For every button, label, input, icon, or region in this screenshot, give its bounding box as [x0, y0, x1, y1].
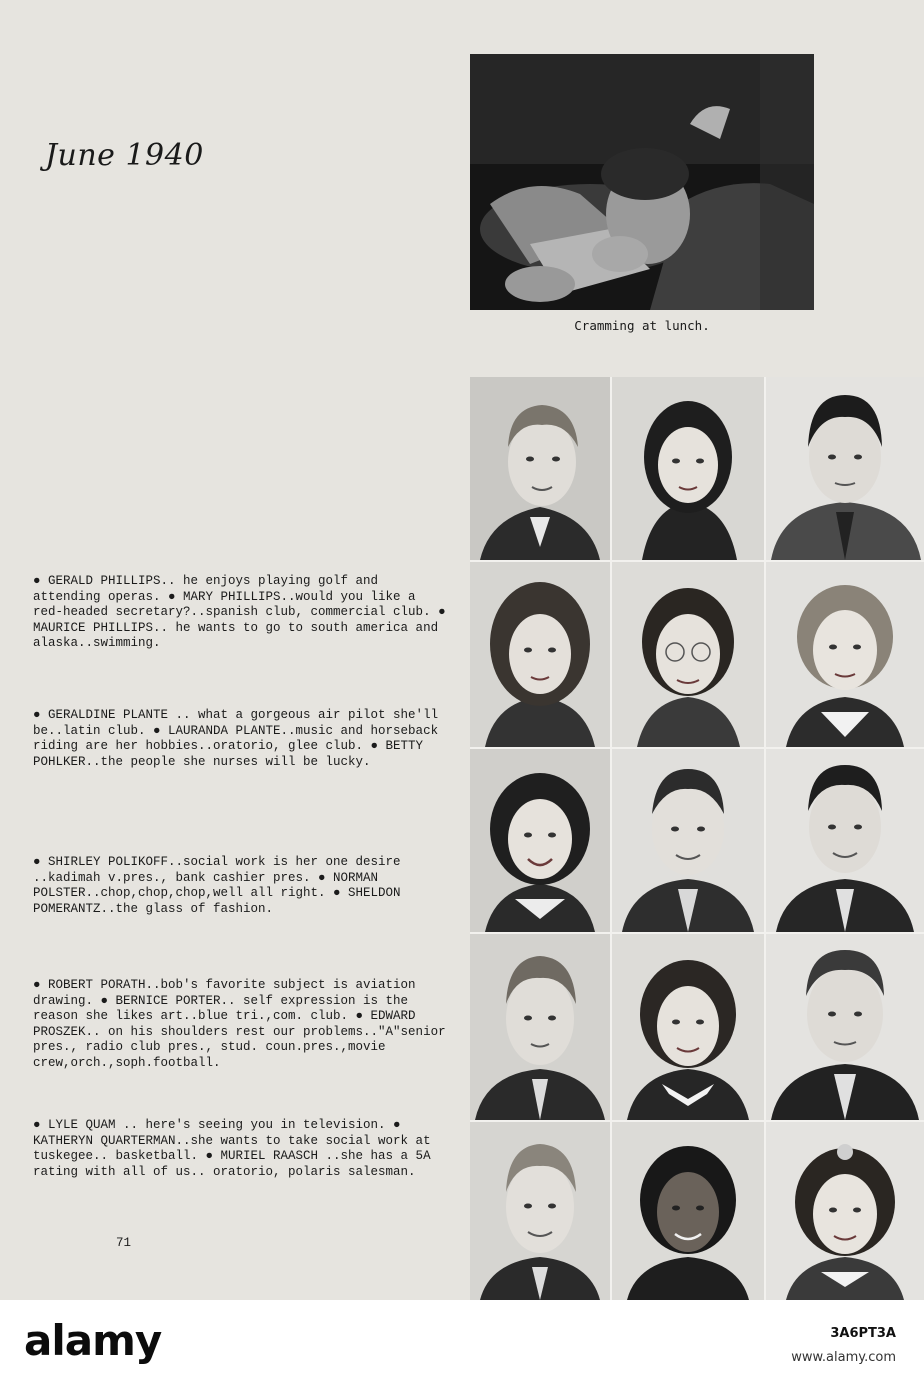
- entry-porath: ● ROBERT PORATH..bob's favorite subject is aviation drawing. ● BERNICE PORTER.. self expression is the reason she likes art..blue tri.,com. club. ● EDWARD PROSZEK.. on his shoulders rest our problems.."A"senior pres., radio club pres., stud. coun.pres.,movie crew,orch.,soph.football.: [33, 978, 446, 1070]
- entry-polikoff: ● SHIRLEY POLIKOFF..social work is her one desire ..kadimah v.pres., bank cashier pres. ● NORMAN POLSTER..chop,chop,chop,well all right. ● SHELDON POMERANTZ..the glass of fashion.: [33, 855, 401, 916]
- portrait-sheldon-pomerantz: [766, 749, 924, 932]
- portrait-edward-proszek: [766, 934, 924, 1120]
- portrait-mary-phillips: [612, 377, 764, 560]
- portrait-katheryn-quarterman: [612, 1122, 764, 1300]
- entry-phillips: ● GERALD PHILLIPS.. he enjoys playing golf and attending operas. ● MARY PHILLIPS..would you like a red-headed secretary?..spanish club, commercial club. ● MAURICE PHILLIPS.. he wants to go to south america and alaska..swimming.: [33, 574, 446, 650]
- portrait-muriel-raasch: [766, 1122, 924, 1300]
- alamy-logo: alamy: [24, 1316, 162, 1365]
- portrait-lyle-quam: [470, 1122, 610, 1300]
- candid-photo: [470, 54, 814, 310]
- portrait-betty-pohlker: [766, 562, 924, 747]
- entry-quam: ● LYLE QUAM .. here's seeing you in television. ● KATHERYN QUARTERMAN..she wants to take social work at tuskegee.. basketball. ● MURIEL RAASCH ..she has a 5A rating with all of us.. oratorio, polaris salesman.: [33, 1118, 431, 1179]
- portrait-bernice-porter: [612, 934, 764, 1120]
- page-number: 71: [116, 1236, 132, 1250]
- photo-caption: Cramming at lunch.: [574, 318, 710, 333]
- portrait-maurice-phillips: [766, 377, 924, 560]
- portrait-norman-polster: [612, 749, 764, 932]
- portrait-shirley-polikoff: [470, 749, 610, 932]
- website-url: www.alamy.com: [791, 1350, 896, 1365]
- entry-plante: ● GERALDINE PLANTE .. what a gorgeous air pilot she'll be..latin club. ● LAURANDA PLANTE..music and horseback riding are her hobbies..oratorio, glee club. ● BETTY POHLKER..the people she nurses will be lucky.: [33, 708, 439, 769]
- portrait-lauranda-plante: [612, 562, 764, 747]
- portrait-robert-porath: [470, 934, 610, 1120]
- portrait-gerald-phillips: [470, 377, 610, 560]
- portrait-geraldine-plante: [470, 562, 610, 747]
- page-title: June 1940: [45, 138, 204, 173]
- image-id-label: 3A6PT3A: [830, 1326, 896, 1341]
- candid-photo-image: [470, 54, 814, 310]
